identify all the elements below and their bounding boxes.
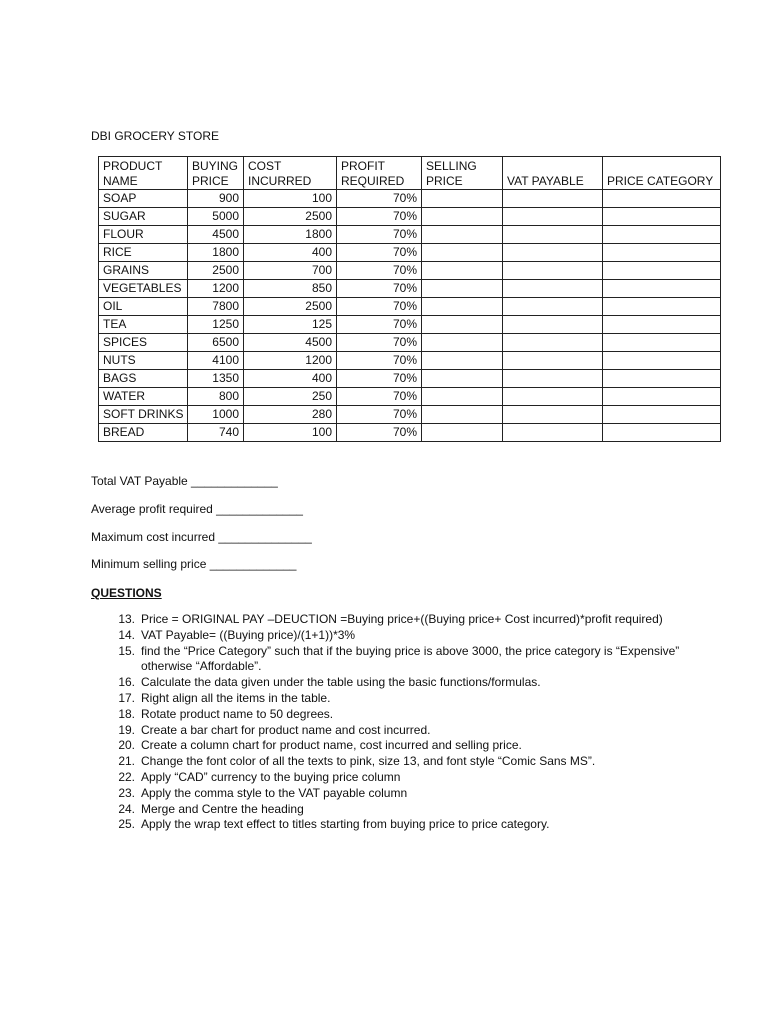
table-cell: 7800	[188, 298, 244, 316]
table-cell: 250	[244, 388, 337, 406]
question-item	[98, 723, 698, 739]
table-cell: GRAINS	[99, 262, 188, 280]
table-cell	[422, 370, 503, 388]
table-row	[99, 244, 721, 262]
question-item	[98, 754, 698, 770]
header-row	[99, 157, 721, 190]
table-cell	[603, 316, 721, 334]
table-cell: 70%	[337, 244, 422, 262]
table-cell: 800	[188, 388, 244, 406]
table-cell: TEA	[99, 316, 188, 334]
question-number: 17.	[118, 690, 135, 705]
table-cell: 400	[244, 244, 337, 262]
question-text: find the “Price Category” such that if the buying price is above 3000, the price category is “Expensive” otherwise “Affordable”.	[141, 643, 680, 674]
table-cell: 70%	[337, 370, 422, 388]
table-cell	[603, 370, 721, 388]
table-cell: 400	[244, 370, 337, 388]
table-row	[99, 388, 721, 406]
table-row	[99, 424, 721, 442]
table-cell	[603, 334, 721, 352]
question-text: Calculate the data given under the table using the basic functions/formulas.	[141, 675, 541, 690]
questions-heading: QUESTIONS	[91, 586, 162, 600]
table-cell	[603, 298, 721, 316]
table-cell	[503, 208, 603, 226]
table-cell: 1800	[188, 244, 244, 262]
column-header-line2: PRICE CATEGORY	[607, 174, 714, 188]
question-item	[98, 707, 698, 723]
question-item	[98, 612, 698, 628]
table-cell	[603, 424, 721, 442]
column-header	[422, 157, 503, 190]
question-number: 20.	[118, 738, 135, 753]
table-cell: 6500	[188, 334, 244, 352]
question-text: Merge and Centre the heading	[141, 801, 304, 816]
table-cell: 740	[188, 424, 244, 442]
table-cell: 1350	[188, 370, 244, 388]
column-header-line2: VAT PAYABLE	[507, 174, 584, 188]
column-header-line1: PRODUCT	[103, 159, 163, 173]
question-text: Apply the wrap text effect to titles starting from buying price to price category.	[141, 817, 550, 832]
table-cell: 2500	[188, 262, 244, 280]
table-cell: 280	[244, 406, 337, 424]
table-cell: SOAP	[99, 190, 188, 208]
summary-total-vat: Total VAT Payable _____________	[91, 474, 278, 488]
question-number: 22.	[118, 769, 135, 784]
table-row	[99, 316, 721, 334]
table-cell: 1000	[188, 406, 244, 424]
question-text: Apply the comma style to the VAT payable column	[141, 785, 408, 800]
question-number: 14.	[118, 627, 135, 642]
question-text: Create a column chart for product name, cost incurred and selling price.	[141, 738, 522, 753]
table-cell: VEGETABLES	[99, 280, 188, 298]
question-item	[98, 738, 698, 754]
table-cell: 4500	[188, 226, 244, 244]
table-cell	[603, 244, 721, 262]
table-row	[99, 406, 721, 424]
table-cell	[503, 424, 603, 442]
table-cell: 70%	[337, 316, 422, 334]
table-cell	[503, 226, 603, 244]
column-header-line2: INCURRED	[248, 174, 312, 188]
question-item	[98, 628, 698, 644]
summary-average-profit: Average profit required _____________	[91, 502, 303, 516]
table-cell: 2500	[244, 298, 337, 316]
question-item	[98, 786, 698, 802]
table-cell	[603, 352, 721, 370]
table-cell	[503, 406, 603, 424]
table-row	[99, 190, 721, 208]
question-number: 13.	[118, 612, 135, 626]
table-cell: 70%	[337, 388, 422, 406]
column-header	[188, 157, 244, 190]
table-cell: 1250	[188, 316, 244, 334]
summary-max-cost: Maximum cost incurred ______________	[91, 530, 312, 544]
table-cell	[422, 208, 503, 226]
table-row	[99, 280, 721, 298]
column-header-line1: BUYING	[192, 159, 239, 173]
table-cell	[603, 388, 721, 406]
question-item	[98, 802, 698, 818]
table-cell	[422, 406, 503, 424]
question-text: Price = ORIGINAL PAY –DEUCTION =Buying price+((Buying price+ Cost incurred)*profit required)	[141, 612, 663, 626]
table-cell: 1200	[244, 352, 337, 370]
question-number: 23.	[118, 785, 135, 800]
table-cell	[603, 280, 721, 298]
question-number: 18.	[118, 706, 135, 721]
table-cell: 70%	[337, 226, 422, 244]
table-cell: 850	[244, 280, 337, 298]
table-cell: 70%	[337, 334, 422, 352]
table-header	[99, 157, 721, 190]
table-cell: 4500	[244, 334, 337, 352]
table-cell	[422, 226, 503, 244]
column-header-line2: PRICE	[426, 174, 463, 188]
table-cell: 900	[188, 190, 244, 208]
table-cell	[422, 244, 503, 262]
column-header-line2: PRICE	[192, 174, 229, 188]
table-cell	[603, 208, 721, 226]
question-item	[98, 817, 698, 833]
table-cell: 70%	[337, 190, 422, 208]
question-number: 25.	[118, 817, 135, 832]
table-cell: 125	[244, 316, 337, 334]
question-item	[98, 644, 698, 676]
table-cell	[503, 262, 603, 280]
table-cell	[503, 334, 603, 352]
column-header	[603, 157, 721, 190]
table-cell: 70%	[337, 262, 422, 280]
table-cell	[422, 316, 503, 334]
table-cell: 1200	[188, 280, 244, 298]
table-cell	[503, 190, 603, 208]
question-item	[98, 770, 698, 786]
table-cell	[422, 424, 503, 442]
grocery-table	[98, 156, 721, 442]
table-cell	[422, 388, 503, 406]
table-cell	[603, 190, 721, 208]
table-cell: 70%	[337, 352, 422, 370]
table-cell	[503, 280, 603, 298]
table-cell: OIL	[99, 298, 188, 316]
question-text: Right align all the items in the table.	[141, 690, 331, 705]
table-cell: 70%	[337, 280, 422, 298]
table-row	[99, 226, 721, 244]
table-row	[99, 334, 721, 352]
table-cell: 70%	[337, 298, 422, 316]
document-title: DBI GROCERY STORE	[91, 129, 220, 143]
table-cell: FLOUR	[99, 226, 188, 244]
column-header-line1	[607, 159, 716, 174]
question-text: Apply “CAD” currency to the buying price column	[141, 769, 401, 784]
question-text: VAT Payable= ((Buying price)/(1+1))*3%	[141, 627, 356, 642]
column-header-line1: PROFIT	[341, 159, 385, 173]
table-cell	[422, 280, 503, 298]
table-cell	[503, 352, 603, 370]
table-cell	[422, 352, 503, 370]
table-row	[99, 298, 721, 316]
table-row	[99, 352, 721, 370]
question-number: 24.	[118, 801, 135, 816]
table-cell	[603, 262, 721, 280]
table-cell: BAGS	[99, 370, 188, 388]
question-text: Create a bar chart for product name and cost incurred.	[141, 722, 431, 737]
table-body	[99, 190, 721, 442]
column-header-line1	[507, 159, 598, 174]
table-cell	[422, 298, 503, 316]
column-header-line1: COST	[248, 159, 282, 173]
column-header-line1: SELLING	[426, 159, 477, 173]
table-cell	[422, 262, 503, 280]
table-cell	[603, 226, 721, 244]
question-number: 21.	[118, 754, 135, 769]
questions-list	[98, 612, 698, 833]
table-cell	[422, 190, 503, 208]
column-header	[244, 157, 337, 190]
table-cell: SUGAR	[99, 208, 188, 226]
table-cell: 2500	[244, 208, 337, 226]
table-cell: 4100	[188, 352, 244, 370]
table-cell: 70%	[337, 208, 422, 226]
question-text: Rotate product name to 50 degrees.	[141, 706, 334, 721]
question-item	[98, 675, 698, 691]
table-cell: 100	[244, 190, 337, 208]
column-header	[337, 157, 422, 190]
table-cell: RICE	[99, 244, 188, 262]
question-number: 19.	[118, 722, 135, 737]
table-cell: BREAD	[99, 424, 188, 442]
column-header-line2: NAME	[103, 174, 138, 188]
table-cell	[422, 334, 503, 352]
table-row	[99, 262, 721, 280]
table-cell	[503, 244, 603, 262]
table-cell	[503, 298, 603, 316]
question-number: 15.	[118, 643, 135, 658]
table-cell: 70%	[337, 424, 422, 442]
table-cell: SPICES	[99, 334, 188, 352]
question-number: 16.	[118, 675, 135, 690]
summary-min-selling-price: Minimum selling price _____________	[91, 557, 297, 571]
table-cell: 70%	[337, 406, 422, 424]
table-row	[99, 208, 721, 226]
table-cell	[503, 388, 603, 406]
table-cell	[503, 316, 603, 334]
table-cell: 100	[244, 424, 337, 442]
column-header	[503, 157, 603, 190]
column-header-line2: REQUIRED	[341, 174, 405, 188]
column-header	[99, 157, 188, 190]
table-cell	[603, 406, 721, 424]
table-cell: NUTS	[99, 352, 188, 370]
table-cell: SOFT DRINKS	[99, 406, 188, 424]
table-cell: 1800	[244, 226, 337, 244]
table-cell: 700	[244, 262, 337, 280]
question-item	[98, 691, 698, 707]
table-cell	[503, 370, 603, 388]
table-cell: 5000	[188, 208, 244, 226]
table-cell: WATER	[99, 388, 188, 406]
question-text: Change the font color of all the texts to pink, size 13, and font style “Comic Sans MS”.	[141, 754, 596, 769]
table-row	[99, 370, 721, 388]
